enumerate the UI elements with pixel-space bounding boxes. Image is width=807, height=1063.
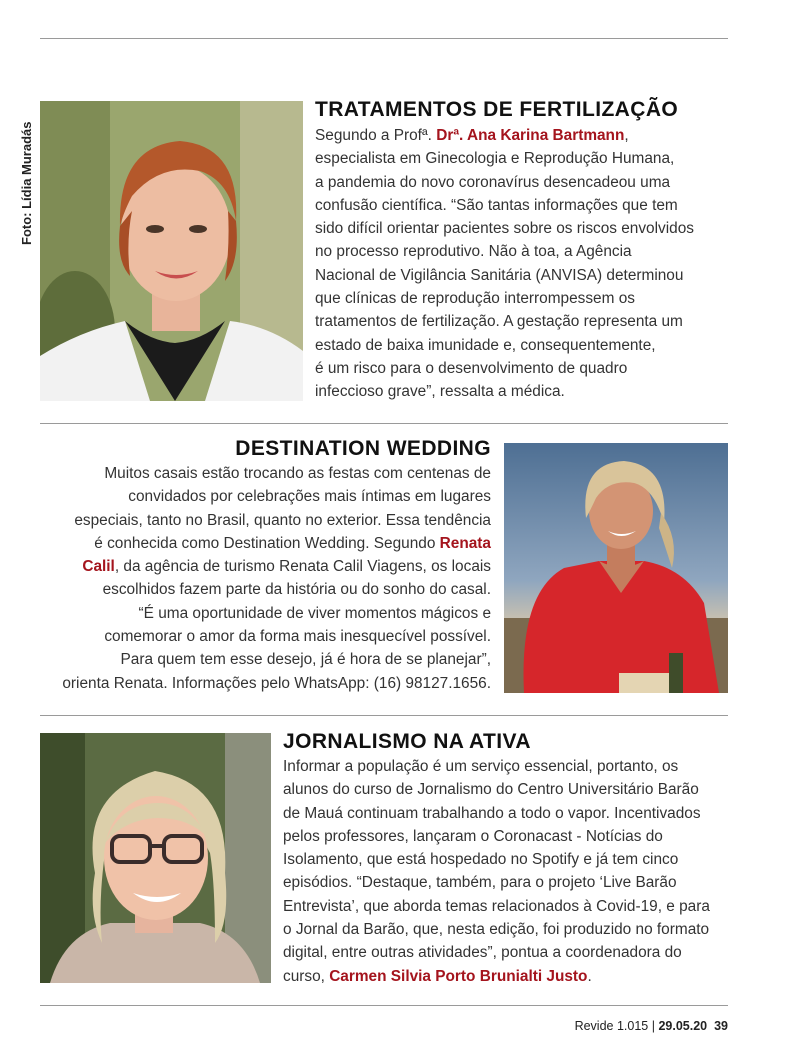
body-line: infeccioso grave”, ressalta a médica. <box>315 383 565 401</box>
body-line: tratamentos de fertilização. A gestação representa um <box>315 313 683 331</box>
article-title-fertilizacao: TRATAMENTOS DE FERTILIZAÇÃO <box>315 98 679 121</box>
body-line: Isolamento, que está hospedado no Spotify e já tem cinco <box>283 851 679 869</box>
article-body-wedding <box>62 462 491 695</box>
issue-date: 29.05.20 <box>658 1019 708 1033</box>
photo-ana-karina <box>40 101 303 401</box>
body-line-part: . <box>587 967 592 985</box>
person-name-carmen-silvia: Carmen Silvia Porto Brunialti Justo <box>329 967 588 985</box>
body-line: que clínicas de reprodução interrompessem os <box>315 290 635 308</box>
body-line: “É uma oportunidade de viver momentos mágicos e <box>138 604 491 622</box>
article-title-wedding: DESTINATION WEDDING <box>235 437 491 460</box>
divider-rule-2 <box>40 715 728 716</box>
body-line: confusão científica. “São tantas informações que tem <box>315 196 678 214</box>
article-body-jornalismo <box>283 755 710 988</box>
body-line: é um risco para o desenvolvimento de quadro <box>315 359 628 377</box>
page-number: 39 <box>714 1019 728 1033</box>
body-line-part: curso, <box>283 967 330 985</box>
body-line: especialista em Ginecologia e Reprodução Humana, <box>315 150 675 168</box>
body-line: o Jornal da Barão, que, nesta edição, foi produzido no formato <box>283 921 710 939</box>
body-line: Informar a população é um serviço essencial, portanto, os <box>283 758 679 775</box>
bottom-rule <box>40 1005 728 1006</box>
photo-credit: Foto: Lídia Muradás <box>19 121 34 245</box>
body-line: alunos do curso de Jornalismo do Centro Universitário Barão <box>283 781 699 799</box>
body-line: comemorar o amor da forma mais inesquecível possível. <box>104 628 491 646</box>
article-title-jornalismo: JORNALISMO NA ATIVA <box>283 730 531 753</box>
body-line: Para quem tem esse desejo, já é hora de se planejar”, <box>120 651 491 669</box>
body-line: episódios. “Destaque, também, para o projeto ‘Live Barão <box>283 874 677 892</box>
body-line: de Mauá continuam trabalhando a todo o vapor. Incentivados <box>283 804 701 822</box>
magazine-issue: Revide 1.015 <box>574 1019 649 1033</box>
body-line: digital, entre outras atividades”, pontua a coordenadora do <box>283 944 682 962</box>
article-body-fertilizacao: Segundo a Profª. Drª. Ana Karina Bartmann, especialista em Ginecologia e Reprodução Humana, a pandemia do novo coronavírus desencadeou uma confusão científica. “São tantas informações que tem sido difícil orientar pacientes sobre os riscos envolvidos no processo reprodutivo. Não à toa, a Agência Nacional de Vigilância Sanitária (ANVISA) determinou que clínicas de reprodução interrompessem os tratamentos de fertilização. A gestação representa um estado de baixa imunidade e, consequentemente, é um risco para o desenvolvimento de quadro infeccioso grave”, ressalta a médica. <box>315 124 694 404</box>
body-line: no processo reprodutivo. Não à toa, a Agência <box>315 243 632 261</box>
photo-carmen-silvia <box>40 733 271 983</box>
body-line: Nacional de Vigilância Sanitária (ANVISA) determinou <box>315 266 684 284</box>
body-line: sido difícil orientar pacientes sobre os riscos envolvidos <box>315 220 694 238</box>
body-line-part: , da agência de turismo Renata Calil Viagens, os locais <box>114 558 491 576</box>
divider-rule-1 <box>40 423 728 424</box>
footer-separator: | <box>651 1019 655 1033</box>
person-name-renata-part2: Calil <box>82 558 115 576</box>
body-line: a pandemia do novo coronavírus desencadeou uma <box>315 173 671 191</box>
body-line: Entrevista’, que aborda temas relacionados à Covid-19, e para <box>283 897 710 915</box>
body-line: estado de baixa imunidade e, consequentemente, <box>315 336 656 354</box>
top-rule <box>40 38 728 39</box>
body-line: pelos professores, lançaram o Coronacast - Notícias do <box>283 827 663 845</box>
body-intro: Segundo a Profª. <box>315 127 437 144</box>
photo-renata-calil <box>504 443 728 693</box>
body-line: Muitos casais estão trocando as festas com centenas de <box>104 465 491 482</box>
body-line: convidados por celebrações mais íntimas em lugares <box>128 488 491 506</box>
page-footer <box>575 1019 728 1033</box>
body-line-part: é conhecida como Destination Wedding. Segundo <box>94 534 440 552</box>
body-line: escolhidos fazem parte da história ou do sonho do casal. <box>102 581 491 599</box>
person-name-ana-karina: Drª. Ana Karina Bartmann <box>436 127 625 144</box>
person-name-renata-part1: Renata <box>439 534 491 552</box>
body-line: orienta Renata. Informações pelo WhatsApp: (16) 98127.1656. <box>62 674 491 692</box>
body-line: especiais, tanto no Brasil, quanto no exterior. Essa tendência <box>74 511 491 529</box>
